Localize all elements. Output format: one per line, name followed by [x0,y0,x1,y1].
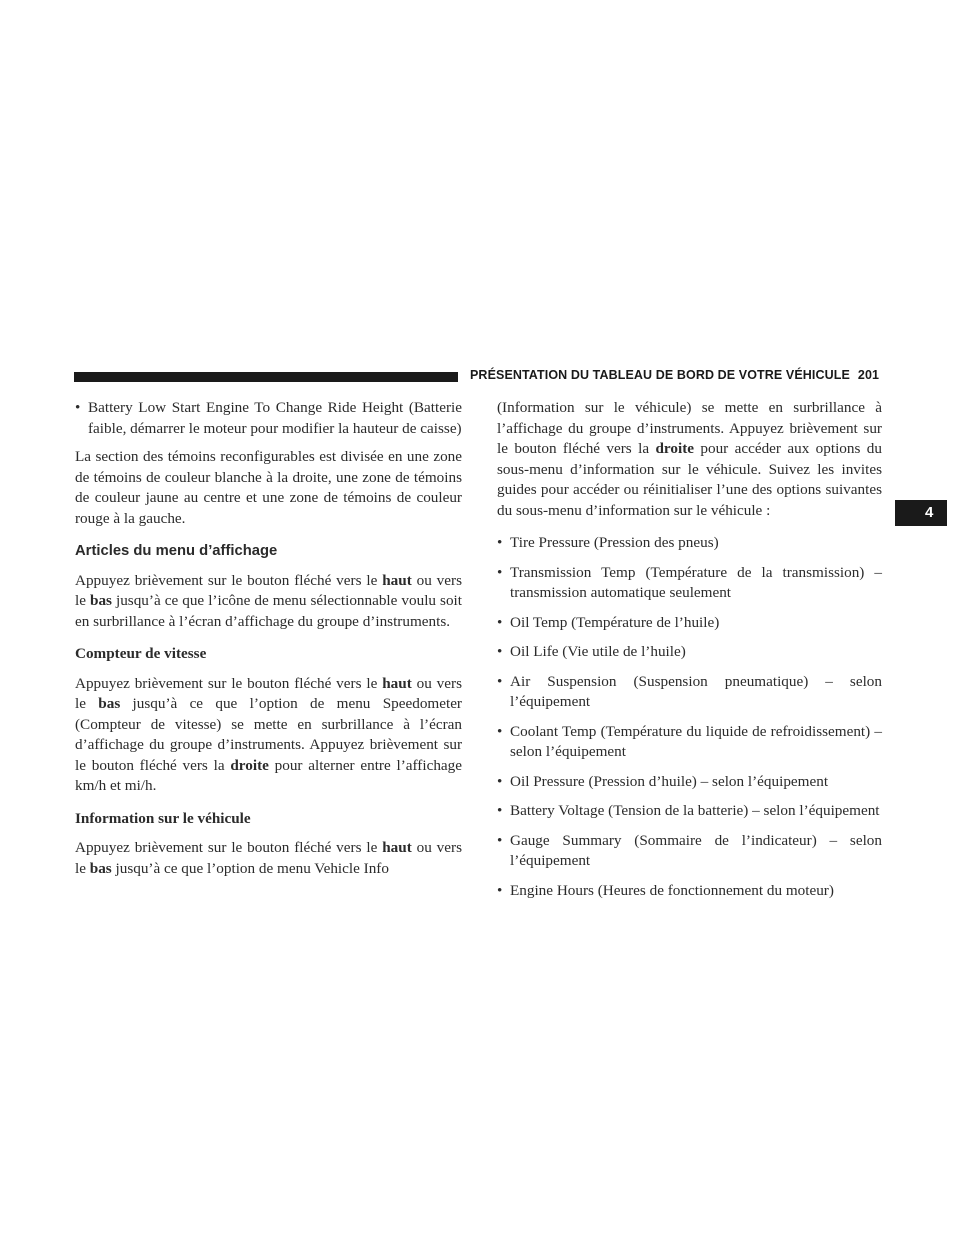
list-item: • Coolant Temp (Température du liquide de refroidissement) – selon l’équipement [497,722,882,763]
right-column [497,398,882,910]
text-run: ou vers le [75,674,462,712]
paragraph-vehicle-info-continued [497,398,882,521]
list-item: • Tire Pressure (Pression des pneus) [497,533,882,554]
header-title-text: PRÉSENTATION DU TABLEAU DE BORD DE VOTRE VÉHICULE [470,368,850,382]
paragraph-speedometer [75,674,462,797]
text-run: pour accéder aux options du sous-menu d’information sur le véhicule. Suivez les invites guides pour accéder ou réinitialiser l’une des options suivantes du sous-menu d’information sur le véhicule : [497,440,882,519]
bold-droite: droite [230,756,269,774]
bold-haut: haut [382,571,412,589]
text-run: jusqu’à ce que l’icône de menu sélectionnable voulu soit en surbrillance à l’écran d’affichage du groupe d’instruments. [75,592,462,630]
text-run: jusqu’à ce que l’option de menu Speedometer (Compteur de vitesse) se mette en surbrillance à l’écran d’affichage du groupe d’instruments. Appuyez brièvement sur le bouton fléché vers la [75,695,462,774]
list-item: • Battery Voltage (Tension de la batterie) – selon l’équipement [497,801,882,822]
header-rule [74,372,458,382]
bold-bas: bas [98,695,121,712]
text-run: (Information sur le véhicule) se mette en surbrillance à l’affichage du groupe d’instruments. Appuyez brièvement sur le bouton fléché vers la [497,399,882,457]
list-item: • Oil Life (Vie utile de l’huile) [497,642,882,663]
text-run: Appuyez brièvement sur le bouton fléché vers le [75,571,383,589]
bold-droite: droite [655,440,694,457]
text-run: pour alterner entre l’affichage km/h et mi/h. [75,756,462,794]
chapter-tab: 4 [895,500,947,526]
text-run: Appuyez brièvement sur le bouton fléché vers le [75,674,383,692]
paragraph-menu-navigation [75,571,462,633]
heading-display-menu-items: Articles du menu d’affichage [75,543,278,559]
heading-speedometer: Compteur de vitesse [75,645,207,662]
text-run: jusqu’à ce que l’option de menu Vehicle Info [111,859,389,877]
list-item: • Oil Pressure (Pression d’huile) – selon l’équipement [497,772,882,793]
battery-bullet-list [75,398,462,439]
text-run: Appuyez brièvement sur le bouton fléché vers le [75,839,383,856]
list-item: • Transmission Temp (Température de la transmission) – transmission automatique seulement [497,563,882,604]
left-column [75,398,462,891]
page-number: 201 [857,368,880,382]
list-item: • Oil Temp (Température de l’huile) [497,613,882,634]
bold-bas: bas [90,592,112,609]
list-item: • Engine Hours (Heures de fonctionnement du moteur) [497,881,882,902]
bold-haut: haut [382,674,412,692]
list-item: • Gauge Summary (Sommaire de l’indicateur) – selon l’équipement [497,831,882,872]
bold-haut: haut [382,839,412,856]
vehicle-info-options-list [497,533,882,901]
paragraph-temoins: La section des témoins reconfigurables est divisée en une zone de témoins de couleur blanche à la droite, une zone de témoins de couleur jaune au centre et une zone de témoins de couleur rouge à la gauche. [75,448,462,527]
heading-vehicle-info: Information sur le véhicule [75,809,251,827]
list-item: • Air Suspension (Suspension pneumatique) – selon l’équipement [497,672,882,713]
text-run: ou vers le [75,571,462,609]
running-header [470,368,879,382]
text-run: ou vers le [75,839,462,877]
paragraph-vehicle-info [75,838,462,879]
bullet-battery-low: • Battery Low Start Engine To Change Ride Height (Batterie faible, démarrer le moteur pour modifier la hauteur de caisse) [75,398,462,439]
bold-bas: bas [89,859,112,877]
